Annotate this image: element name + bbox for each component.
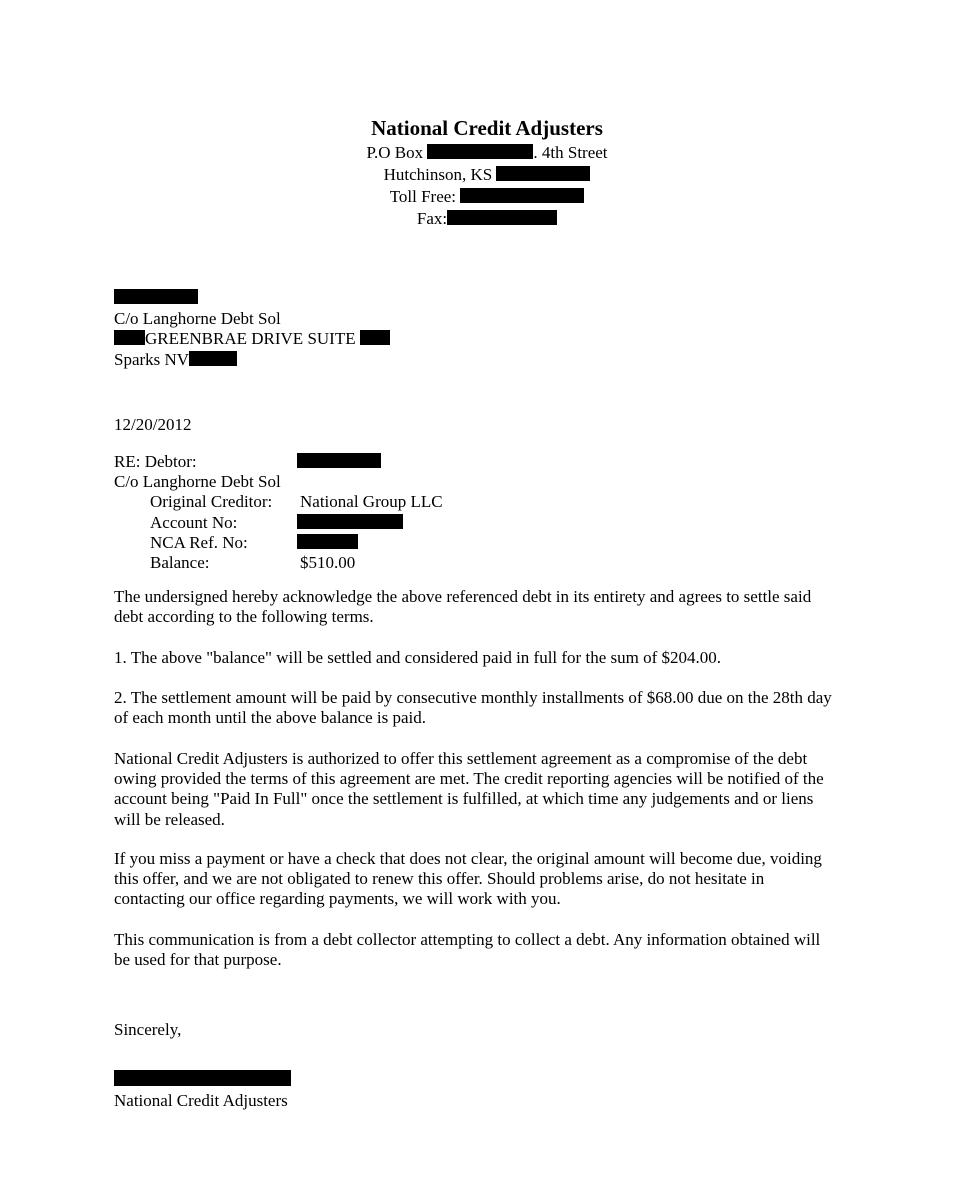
intro-paragraph [114,587,874,627]
redaction-account-no [297,514,403,529]
redaction-fax [447,210,557,225]
authorization-line-3: account being "Paid In Full" once the settlement is fulfilled, at which time any judgements and or liens [114,789,814,809]
balance-label: Balance: [150,552,210,572]
balance-value: $510.00 [300,552,356,572]
missed-payment-line-1: If you miss a payment or have a check that does not clear, the original amount will become due, voiding [114,849,822,868]
redaction-nca-ref [297,534,358,549]
intro-line-2: debt according to the following terms. [114,607,374,627]
recipient-city: Sparks NV [114,349,190,369]
recipient-address [114,288,390,370]
fax-label: Fax: [416,209,448,228]
recipient-street-line [114,329,390,350]
redaction-recipient-name [114,289,198,304]
authorization-line-4: will be released. [114,809,225,829]
po-box-prefix: P.O Box [366,143,424,162]
signature-line [114,1070,291,1090]
fax-line [0,208,974,230]
toll-free-label: Toll Free: [389,187,457,206]
letter-date: 12/20/2012 [114,415,192,434]
redaction-signer-name [114,1070,291,1086]
original-creditor-label: Original Creditor: [150,492,273,512]
missed-payment-line-2: this offer, and we are not obligated to renew this offer. Should problems arise, do not hesitate in [114,869,765,889]
original-creditor-value: National Group LLC [300,492,443,512]
term-1-line: 1. The above "balance" will be settled and considered paid in full for the sum of $204.00. [114,648,721,667]
letterhead [0,116,974,230]
term-1-paragraph [114,648,874,668]
redaction-toll-free [460,188,584,203]
re-care-of: C/o Langhorne Debt Sol [114,472,281,492]
term-2-paragraph [114,688,874,728]
debtor-label: RE: Debtor: [114,452,197,471]
company-name: National Credit Adjusters [371,116,603,140]
authorization-paragraph [114,749,874,830]
redaction-suite [360,330,390,345]
intro-line-1: The undersigned hereby acknowledge the above referenced debt in its entirety and agrees to settle said [114,587,812,606]
redaction-po-box [427,144,533,159]
redaction-street-number [114,330,145,345]
notice-line-2: be used for that purpose. [114,950,282,970]
recipient-name-line [114,288,390,309]
missed-payment-line-3: contacting our office regarding payments, we will work with you. [114,889,561,909]
city-line [0,164,974,186]
signature-company: National Credit Adjusters [114,1091,288,1110]
redaction-zip [496,166,590,181]
city-state: Hutchinson, KS [383,165,493,184]
missed-payment-paragraph [114,849,874,910]
po-box-suffix: . 4th Street [533,143,608,162]
redaction-recipient-zip [189,351,237,366]
nca-ref-label: NCA Ref. No: [150,532,248,552]
authorization-line-2: owing provided the terms of this agreement are met. The credit reporting agencies will be notified of the [114,769,824,789]
po-box-line [0,142,974,164]
authorization-line-1: National Credit Adjusters is authorized to offer this settlement agreement as a compromise of the debt [114,749,808,768]
term-2-line-1: 2. The settlement amount will be paid by consecutive monthly installments of $68.00 due on the 28th day [114,688,832,707]
notice-line-1: This communication is from a debt collector attempting to collect a debt. Any information obtained will [114,930,821,949]
account-no-value [297,513,403,533]
debt-collector-notice [114,930,874,970]
recipient-city-line [114,350,390,371]
nca-ref-value [297,533,358,553]
recipient-care-of: C/o Langhorne Debt Sol [114,308,281,328]
debtor-value [297,452,381,472]
closing: Sincerely, [114,1020,182,1039]
toll-free-line [0,186,974,208]
recipient-street: GREENBRAE DRIVE SUITE [145,329,356,348]
term-2-line-2: of each month until the above balance is paid. [114,708,427,728]
account-no-label: Account No: [150,512,238,532]
redaction-debtor [297,453,381,468]
